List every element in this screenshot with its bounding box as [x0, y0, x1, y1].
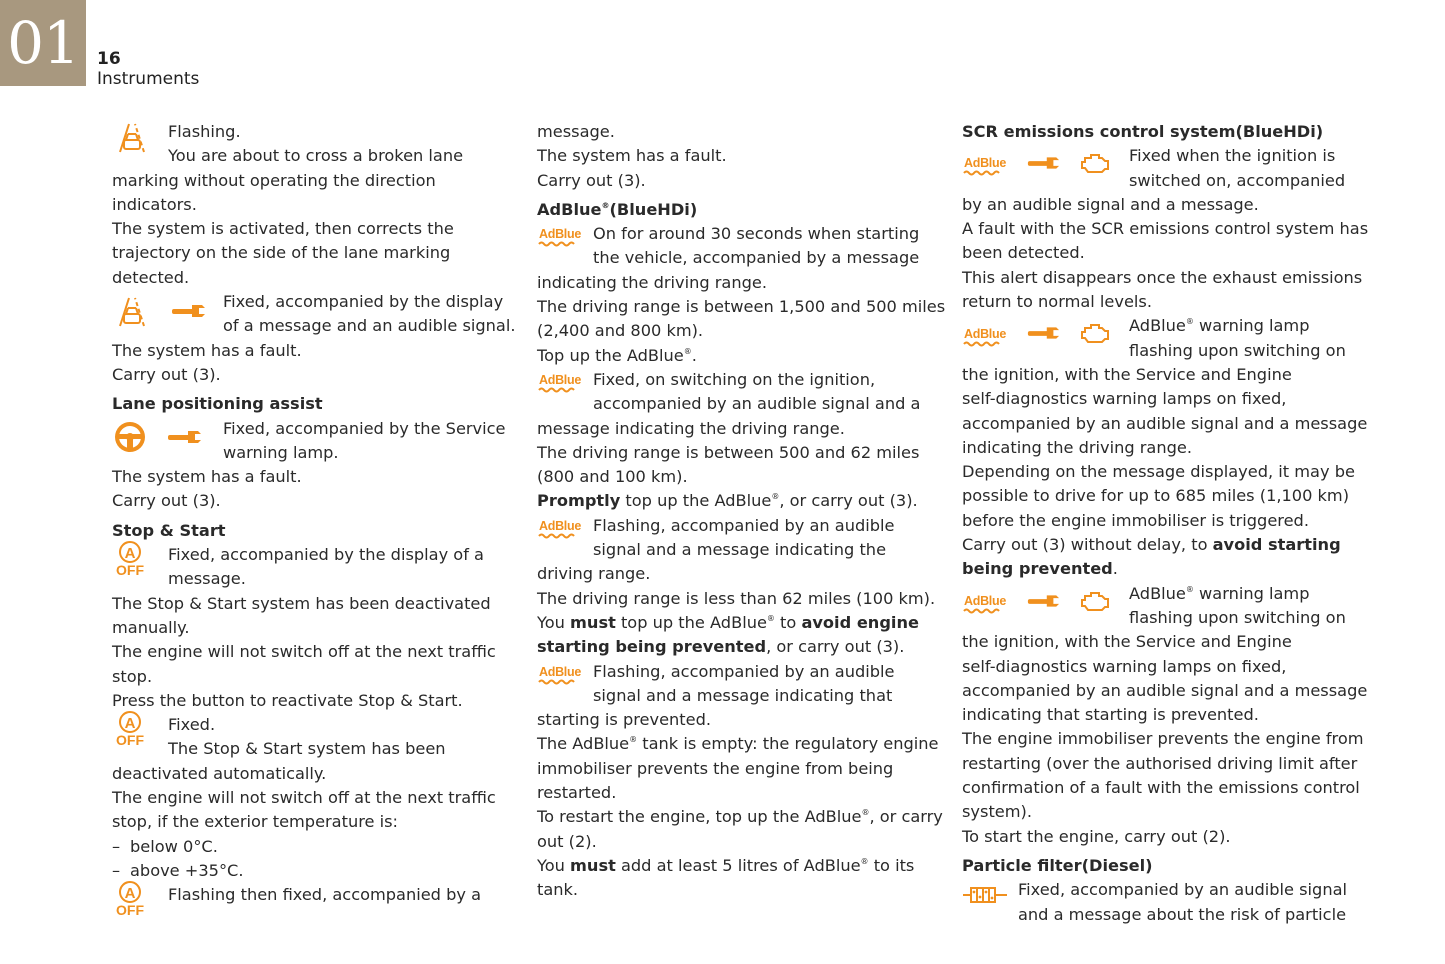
text-line: Fixed, accompanied by the display: [223, 292, 504, 312]
text-line: A fault with the SCR emissions control system has: [962, 219, 1369, 239]
text-line: Carry out (3).: [112, 364, 221, 384]
wrench-service-icon: [170, 301, 206, 328]
text-line: Fixed, accompanied by the display of a: [168, 545, 484, 565]
text-line: Depending on the message displayed, it may be: [962, 462, 1355, 482]
text-line: message.: [537, 122, 615, 141]
text-line: starting being prevented, or carry out (3).: [537, 637, 905, 657]
bullet-item: – above +35°C.: [112, 860, 244, 880]
ss2-block: [112, 713, 512, 762]
text-line: being prevented.: [962, 559, 1118, 579]
pf-block: [962, 878, 1362, 927]
text-line: the vehicle, accompanied by a message: [593, 248, 920, 268]
text-line: message.: [168, 569, 246, 589]
text-line: flashing upon switching on: [1129, 607, 1346, 627]
text-line: indicators.: [112, 194, 197, 214]
text-line: switched on, accompanied: [1129, 170, 1346, 190]
text-line: accompanied by an audible signal and a message: [962, 413, 1368, 433]
text-line: To start the engine, carry out (2).: [962, 826, 1231, 846]
text-line: You are about to cross a broken lane: [168, 146, 464, 166]
lane-departure-icon: [112, 120, 152, 161]
wrench-service-icon: [1026, 323, 1060, 350]
text-line: The system has a fault.: [537, 146, 727, 166]
adblue-icon: AdBlue: [962, 157, 1008, 176]
stop-start-off-icon: [112, 881, 148, 918]
text-line: self-diagnostics warning lamps on fixed,: [962, 389, 1287, 409]
aoff-a: A: [119, 881, 141, 903]
ab2-block: [537, 368, 937, 417]
ab4-block: [537, 660, 937, 709]
chapter-title: Instruments: [97, 69, 200, 89]
text-line: The Stop & Start system has been: [168, 739, 446, 759]
aoff-off: OFF: [116, 902, 144, 919]
text-line: by an audible signal and a message.: [962, 194, 1259, 214]
text-line: accompanied by an audible signal and a message: [962, 680, 1368, 700]
text-line: been detected.: [962, 243, 1085, 263]
text-line: Fixed, accompanied by an audible signal: [1018, 880, 1347, 900]
column-2: [537, 120, 946, 903]
text-line: flashing upon switching on: [1129, 340, 1346, 360]
text-line: warning lamp.: [223, 442, 339, 462]
adblue-icon: AdBlue: [962, 328, 1008, 347]
wrench-service-icon: [1026, 153, 1060, 180]
engine-diagnostics-icon: [1078, 320, 1112, 353]
page-number: 16: [97, 49, 121, 69]
section-heading: SCR emissions control system(BlueHDi): [962, 122, 1324, 141]
stop-start-off-icon: [112, 711, 148, 748]
text-line: You must add at least 5 litres of AdBlue® to its: [537, 855, 915, 875]
text-line: Flashing.: [168, 122, 241, 141]
text-line: confirmation of a fault with the emissions control: [962, 778, 1360, 798]
text-line: AdBlue® warning lamp: [1129, 583, 1310, 603]
text-line: The system has a fault.: [112, 467, 302, 487]
text-line: The engine will not switch off at the next traffic: [112, 642, 496, 662]
text-line: signal and a message indicating the: [593, 540, 887, 560]
adblue-icon: AdBlue: [537, 666, 583, 685]
section-heading: Particle filter(Diesel): [962, 855, 1153, 875]
text-line: The driving range is between 500 and 62 miles: [537, 442, 920, 462]
text-line: The driving range is between 1,500 and 500 miles: [537, 297, 946, 317]
lpa-block: [112, 417, 512, 466]
text-line: Fixed, on switching on the ignition,: [593, 369, 876, 389]
text-line: You must top up the AdBlue® to avoid engine: [537, 612, 919, 632]
text-line: signal and a message indicating that: [593, 685, 893, 705]
text-line: (800 and 100 km).: [537, 467, 688, 487]
lane-flash-block: [112, 120, 512, 169]
text-line: before the engine immobiliser is triggered.: [962, 510, 1309, 530]
column-3: [962, 120, 1369, 927]
lane-fixed-block: [112, 290, 516, 339]
bullet-item: – below 0°C.: [112, 836, 218, 856]
aoff-off: OFF: [116, 732, 144, 749]
text-line: The engine immobiliser prevents the engine from: [962, 729, 1364, 749]
text-line: indicating that starting is prevented.: [962, 705, 1259, 725]
text-line: indicating the driving range.: [537, 272, 767, 292]
scr1-block: [962, 144, 1362, 193]
text-line: marking without operating the direction: [112, 170, 436, 190]
wrench-service-icon: [166, 427, 202, 454]
text-line: Flashing, accompanied by an audible: [593, 661, 895, 681]
text-line: detected.: [112, 267, 190, 287]
ss1-block: [112, 543, 512, 592]
text-line: deactivated automatically.: [112, 763, 327, 783]
scr2-block: [962, 314, 1362, 363]
text-line: system).: [962, 802, 1032, 822]
text-line: out (2).: [537, 831, 597, 851]
text-line: Fixed.: [168, 715, 216, 735]
text-line: To restart the engine, top up the AdBlue®, or carry: [537, 807, 943, 827]
text-line: The Stop & Start system has been deactivated: [112, 593, 491, 613]
text-line: the ignition, with the Service and Engine: [962, 364, 1292, 384]
text-line: AdBlue® warning lamp: [1129, 316, 1310, 336]
aoff-a: A: [119, 541, 141, 563]
lane-departure-icon: [112, 294, 152, 335]
steering-wheel-icon: [112, 419, 148, 462]
text-line: of a message and an audible signal.: [223, 316, 516, 336]
scr3-block: [962, 582, 1362, 631]
text-line: Top up the AdBlue®.: [537, 345, 697, 365]
text-line: Promptly top up the AdBlue®, or carry out (3).: [537, 491, 918, 511]
engine-diagnostics-icon: [1078, 588, 1112, 621]
chapter-tab: 01: [0, 0, 86, 86]
text-line: Carry out (3).: [537, 170, 646, 190]
text-line: the ignition, with the Service and Engine: [962, 632, 1292, 652]
text-line: message indicating the driving range.: [537, 418, 845, 438]
text-line: manually.: [112, 617, 190, 637]
text-line: accompanied by an audible signal and a: [593, 394, 921, 414]
aoff-off: OFF: [116, 562, 144, 579]
engine-diagnostics-icon: [1078, 150, 1112, 183]
text-line: starting is prevented.: [537, 710, 712, 730]
text-line: trajectory on the side of the lane marking: [112, 243, 451, 263]
adblue-icon: AdBlue: [537, 520, 583, 539]
text-line: restarting (over the authorised driving limit after: [962, 753, 1358, 773]
text-line: Flashing, accompanied by an audible: [593, 515, 895, 535]
adblue-icon: AdBlue: [537, 228, 583, 247]
section-heading: Stop & Start: [112, 520, 226, 540]
text-line: On for around 30 seconds when starting: [593, 224, 920, 244]
text-line: tank.: [537, 880, 579, 900]
aoff-a: A: [119, 711, 141, 733]
ab3-block: [537, 514, 937, 563]
text-line: possible to drive for up to 685 miles (1,100 km): [962, 486, 1350, 506]
text-line: The AdBlue® tank is empty: the regulatory engine: [537, 734, 939, 754]
text-line: and a message about the risk of particle: [1018, 904, 1347, 924]
text-line: The driving range is less than 62 miles (100 km).: [537, 588, 936, 608]
adblue-icon: AdBlue: [537, 374, 583, 393]
text-line: Press the button to reactivate Stop & Start.: [112, 690, 463, 710]
text-line: Carry out (3) without delay, to avoid starting: [962, 535, 1341, 555]
particle-filter-icon: [962, 882, 1008, 915]
text-line: immobiliser prevents the engine from being: [537, 758, 894, 778]
section-heading: Lane positioning assist: [112, 394, 323, 414]
text-line: Flashing then fixed, accompanied by a: [168, 885, 482, 905]
adblue-icon: AdBlue: [962, 595, 1008, 614]
text-line: The engine will not switch off at the next traffic: [112, 788, 496, 808]
text-line: driving range.: [537, 564, 651, 584]
column-1: [112, 120, 516, 919]
text-line: self-diagnostics warning lamps on fixed,: [962, 656, 1287, 676]
ab1-block: [537, 222, 937, 271]
text-line: stop, if the exterior temperature is:: [112, 812, 398, 832]
wrench-service-icon: [1026, 591, 1060, 618]
section-heading: AdBlue®(BlueHDi): [537, 199, 698, 219]
text-line: Carry out (3).: [112, 491, 221, 511]
text-line: return to normal levels.: [962, 292, 1152, 312]
stop-start-off-icon: [112, 541, 148, 578]
text-line: Fixed when the ignition is: [1129, 146, 1336, 166]
text-line: restarted.: [537, 783, 617, 803]
ss3-block: [112, 883, 512, 919]
text-line: This alert disappears once the exhaust emissions: [962, 267, 1363, 287]
text-line: indicating the driving range.: [962, 437, 1192, 457]
text-line: The system is activated, then corrects the: [112, 219, 454, 239]
text-line: (2,400 and 800 km).: [537, 321, 704, 341]
text-line: Fixed, accompanied by the Service: [223, 418, 506, 438]
text-line: The system has a fault.: [112, 340, 302, 360]
text-line: stop.: [112, 666, 153, 686]
